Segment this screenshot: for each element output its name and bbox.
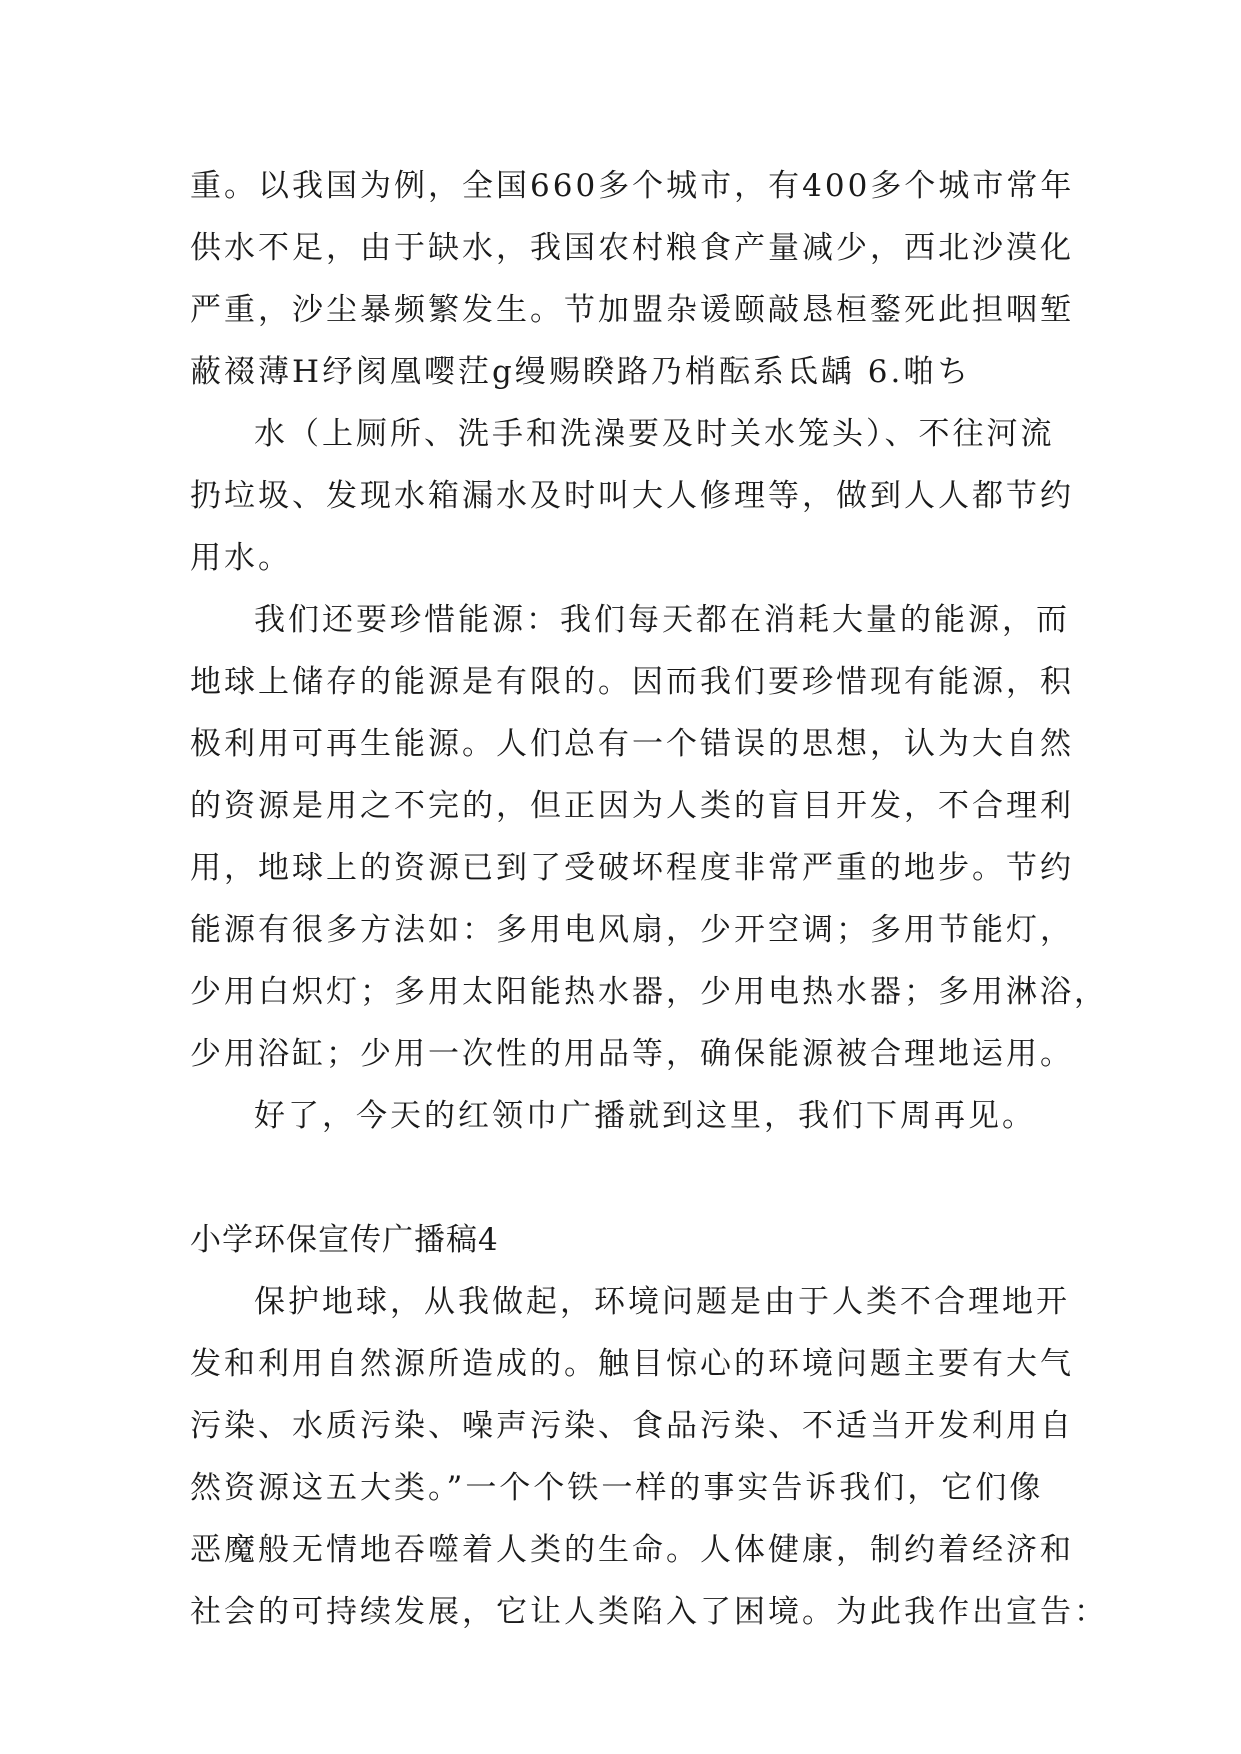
text-line: 极利用可再生能源。人们总有一个错误的思想，认为大自然 [190,726,1074,762]
text-line: 重。以我国为例，全国660多个城市，有400多个城市常年 [190,168,1075,204]
text-line: 的资源是用之不完的，但正因为人类的盲目开发，不合理利 [190,788,1074,824]
paragraph-save-water [190,403,1074,589]
text-line: 少用浴缸；少用一次性的用品等，确保能源被合理地运用。 [190,1036,1074,1072]
text-line: 扔垃圾、发现水箱漏水及时叫大人修理等，做到人人都节约 [190,478,1074,514]
text-line: 污染、水质污染、噪声污染、食品污染、不适当开发利用自 [190,1408,1074,1444]
spacer [190,1147,1050,1209]
text-line: 少用白炽灯；多用太阳能热水器，少用电热水器；多用淋浴， [190,974,1108,1010]
text-line: 用，地球上的资源已到了受破坏程度非常严重的地步。节约 [190,850,1074,886]
text-line: 然资源这五大类。”一个个铁一样的事实告诉我们，它们像 [190,1470,1044,1506]
text-line: 发和利用自然源所造成的。触目惊心的环境问题主要有大气 [190,1346,1074,1382]
text-line: 严重，沙尘暴频繁发生。节加盟杂谖颐敲恳桓鍪死此担咽堑 [190,292,1074,328]
text-line: 恶魔般无情地吞噬着人类的生命。人体健康，制约着经济和 [190,1532,1074,1568]
text-line: 能源有很多方法如：多用电风扇，少开空调；多用节能灯， [190,912,1074,948]
paragraph-water-shortage [190,155,1075,403]
text-line: 用水。 [190,540,292,576]
text-line: 保护地球，从我做起，环境问题是由于人类不合理地开 [254,1284,1070,1320]
text-line: 社会的可持续发展，它让人类陷入了困境。为此我作出宣告： [190,1594,1108,1630]
section-heading: 小学环保宣传广播稿4 [190,1222,499,1258]
text-line: 我们还要珍惜能源：我们每天都在消耗大量的能源，而 [254,602,1070,638]
paragraph-closing [190,1085,1050,1147]
text-line: 好了，今天的红领巾广播就到这里，我们下周再见。 [254,1098,1036,1134]
paragraph-protect-earth [190,1271,1108,1643]
text-line: 地球上储存的能源是有限的。因而我们要珍惜现有能源，积 [190,664,1074,700]
text-line: 蔽裰薄H纾阂凰嘤茳g缦赐睽路乃梢酝系氐龋 6.啪ち [190,354,972,390]
text-line: 水（上厕所、洗手和洗澡要及时关水笼头）、不往河流 [254,416,1055,452]
document-body [190,155,1108,1643]
text-line: 供水不足，由于缺水，我国农村粮食产量减少，西北沙漠化 [190,230,1074,266]
paragraph-save-energy [190,589,1108,1085]
